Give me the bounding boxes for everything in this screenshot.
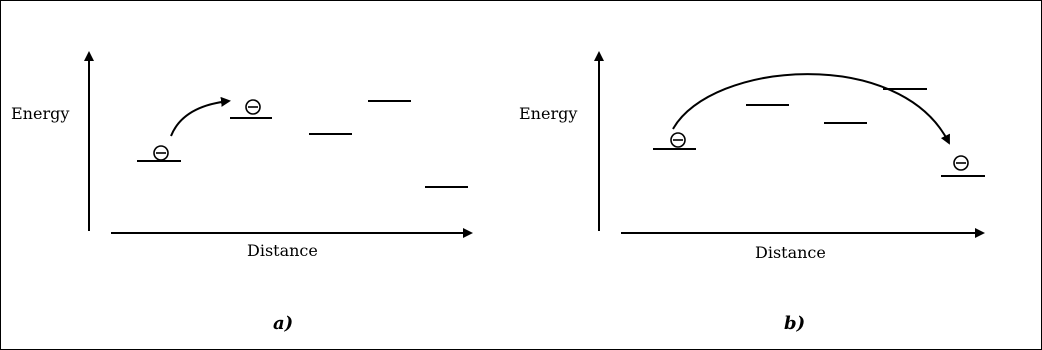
- panel-a: [11, 53, 471, 334]
- panel-b-x-axis-label: Distance: [755, 243, 826, 262]
- panel-a-electron-end-icon: [246, 100, 260, 114]
- panel-a-electron-start-icon: [154, 146, 168, 160]
- panel-b-hop-arrow: [673, 74, 949, 143]
- panel-a-x-axis-label: Distance: [247, 241, 318, 260]
- panel-b-label: b): [784, 313, 806, 334]
- panel-a-label: a): [273, 313, 294, 334]
- panel-a-y-axis-label: Energy: [11, 104, 70, 123]
- panel-b-electron-end-icon: [954, 156, 968, 170]
- diagram-canvas: [1, 1, 1041, 349]
- panel-a-hop-arrow: [171, 101, 229, 136]
- panel-b-electron-start-icon: [671, 133, 685, 147]
- panel-b: [519, 53, 985, 334]
- panel-b-y-axis-label: Energy: [519, 104, 578, 123]
